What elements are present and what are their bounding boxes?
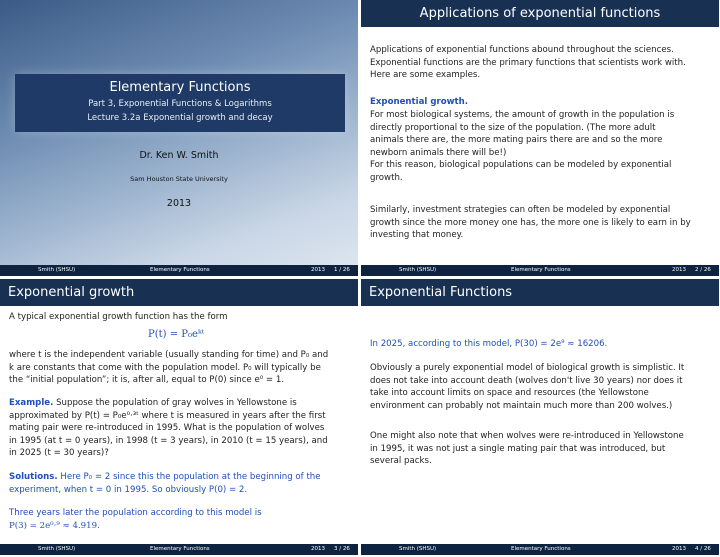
intro-text: Applications of exponential functions abound throughout the sciences. Exponential functions are the primary functions that scientists work with. Here are some examples. [370,45,686,81]
footer-year: 2013 [311,267,325,273]
later-text: Three years later the population according to this model is P(3) = 2e⁰·⁹ ≈ 4.919. [9,508,262,531]
growth-formula: P(t) = P₀eᵏᵗ [148,329,205,340]
footer-year: 2013 [672,267,686,273]
footer-year: 2013 [311,546,325,552]
footer-author: Smith (SHSU) [38,267,76,273]
institution: Sam Houston State University [130,175,228,183]
slide-footer [361,544,719,555]
footer-author: Smith (SHSU) [399,546,437,552]
slide-title-bar: Applications of exponential functions [361,0,719,27]
slide-title [0,0,358,276]
definition-text: where t is the independent variable (usually standing for time) and P₀ and k are constants that come with the population model. P₀ will typically be the “initial population”; it is, after all, equal to P(0) since e⁰ = 1. [9,350,329,386]
subtitle-lecture: Lecture 3.2a Exponential growth and decay [87,113,273,123]
date: 2013 [166,198,192,209]
solution-text: Solutions. Here P₀ = 2 since this the population at the beginning of the experiment, when t = 0 in 1995. So obviously P(0) = 2. [9,472,321,495]
footer-page: 3 / 26 [334,546,350,552]
example-text: Example. Suppose the population of gray wolves in Yellowstone is approximated by P(t) = P₀e⁰·³ᵗ where t is measured in years after the first mating pair were re-introduced in 1995. What is the population of wolves in 1995 (at t = 0 years), in 1998 (t = 3 years), in 2010 (t = 15 years), and in 2025 (t = 30 years)? [9,398,328,459]
slide-footer [0,265,358,276]
slide-exponential-growth [0,279,358,555]
footer-page: 4 / 26 [695,546,711,552]
presentation-title: Elementary Functions [109,80,251,95]
investment-text: Similarly, investment strategies can often be modeled by exponential growth since the more money one has, the more one is likely to earn in by investing that money. [370,205,691,241]
simplistic-text: Obviously a purely exponential model of biological growth is simplistic. It does not take into account death (wolves don't live 30 years) nor does it take into account limits on space and resources (the Yellowstone environment can probably not maintain much more than 200 wolves.) [370,363,685,411]
footer-year: 2013 [672,546,686,552]
author-name: Dr. Ken W. Smith [139,150,219,161]
packs-text: One might also note that when wolves were re-introduced in Yellowstone in 1995, it was not just a single mating pair that was introduced, but several packs. [370,431,684,467]
slide-exponential-functions [361,279,719,555]
footer-author: Smith (SHSU) [399,267,437,273]
slide-title-bar: Exponential Functions [361,279,719,306]
footer-title: Elementary Functions [150,546,210,552]
slide-footer [0,544,358,555]
footer-title: Elementary Functions [150,267,210,273]
growth-text: For most biological systems, the amount of growth in the population is directly proportional to the size of the population. (The more adult animals there are, the more mating pairs there are and so the more newborn animals there will be!) For this reason, biological populations can be modeled by exponential growth. [370,110,675,183]
slide-footer [361,265,719,276]
footer-page: 2 / 26 [695,267,711,273]
footer-author: Smith (SHSU) [38,546,76,552]
result-text: In 2025, according to this model, P(30) = 2e⁹ ≈ 16206. [370,339,608,349]
slide-applications [361,0,719,276]
footer-title: Elementary Functions [511,267,571,273]
subtitle-part: Part 3, Exponential Functions & Logarithms [88,99,272,109]
slide-title-bar: Exponential growth [0,279,358,306]
footer-title: Elementary Functions [511,546,571,552]
title-box [15,74,345,132]
section-heading: Exponential growth. [370,97,469,107]
footer-page: 1 / 26 [334,267,350,273]
intro-text: A typical exponential growth function has the form [9,312,228,322]
